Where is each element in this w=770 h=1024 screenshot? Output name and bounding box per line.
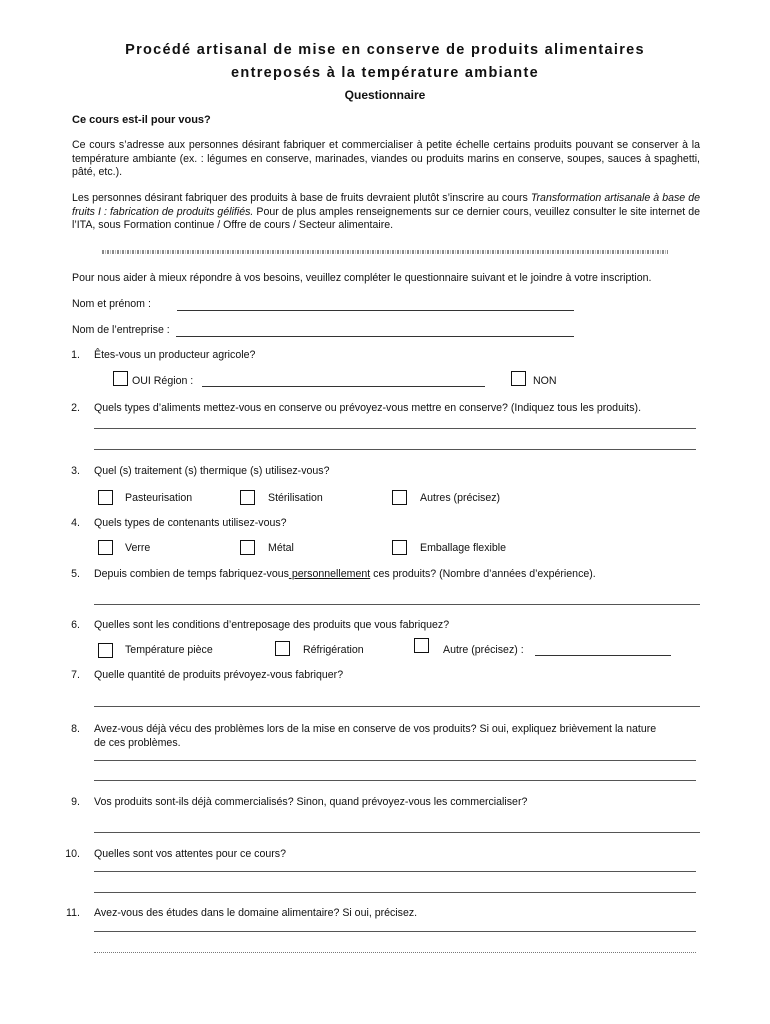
- q10-text: Quelles sont vos attentes pour ce cours?: [94, 848, 286, 860]
- q9-text: Vos produits sont-ils déjà commercialisés? Sinon, quand prévoyez-vous les commercialiser?: [94, 796, 528, 808]
- q6-autre-checkbox[interactable]: [414, 638, 429, 653]
- page-title: Procédé artisanal de mise en conserve de produits alimentaires: [125, 42, 645, 58]
- q3-autres-label: Autres (précisez): [420, 492, 501, 504]
- q9-number: 9.: [71, 796, 80, 808]
- q4-number: 4.: [71, 517, 80, 529]
- q9-answer-line[interactable]: [94, 832, 700, 833]
- q1-number: 1.: [71, 349, 80, 361]
- q6-number: 6.: [71, 619, 80, 631]
- q8-answer-line-1[interactable]: [94, 760, 696, 761]
- q4-verre-label: Verre: [125, 542, 151, 554]
- q6-autre-label: Autre (précisez) :: [443, 644, 524, 656]
- q4-text: Quels types de contenants utilisez-vous?: [94, 517, 287, 529]
- q1-non-checkbox[interactable]: [511, 371, 526, 386]
- q5-number: 5.: [71, 568, 80, 580]
- section-heading: Ce cours est-il pour vous?: [72, 114, 211, 126]
- q8-number: 8.: [71, 723, 80, 735]
- q6-refrigeration-checkbox[interactable]: [275, 641, 290, 656]
- q1-region-field[interactable]: [202, 386, 485, 387]
- company-field[interactable]: [176, 336, 574, 337]
- q5-text-b: ces produits? (Nombre d’années d’expérience).: [370, 568, 596, 580]
- q8-text-line2: de ces problèmes.: [94, 737, 181, 749]
- name-field[interactable]: [177, 310, 574, 311]
- q7-text: Quelle quantité de produits prévoyez-vous fabriquer?: [94, 669, 344, 681]
- q1-text: Êtes-vous un producteur agricole?: [94, 349, 256, 361]
- q1-non-label: NON: [533, 375, 557, 387]
- q1-oui-checkbox[interactable]: [113, 371, 128, 386]
- q7-number: 7.: [71, 669, 80, 681]
- q2-answer-line-2[interactable]: [94, 449, 696, 450]
- q6-temperature-label: Température pièce: [125, 644, 213, 656]
- q7-answer-line[interactable]: [94, 706, 700, 707]
- company-label: Nom de l’entreprise :: [72, 324, 170, 336]
- q4-verre-checkbox[interactable]: [98, 540, 113, 555]
- questionnaire-intro: Pour nous aider à mieux répondre à vos besoins, veuillez compléter le questionnaire suivant et le joindre à votre inscription.: [72, 272, 652, 284]
- q10-answer-line-1[interactable]: [94, 871, 696, 872]
- q2-text: Quels types d’aliments mettez-vous en conserve ou prévoyez-vous mettre en conserve? (Indiquez tous les produits).: [94, 402, 642, 414]
- q10-number: 10.: [65, 848, 80, 860]
- intro-paragraph-2: [72, 192, 700, 233]
- q6-temperature-checkbox[interactable]: [98, 643, 113, 658]
- q3-pasteurisation-label: Pasteurisation: [125, 492, 193, 504]
- q4-metal-checkbox[interactable]: [240, 540, 255, 555]
- para2-text-a: Les personnes désirant fabriquer des produits à base de fruits devraient plutôt s’inscrire au cours: [72, 192, 531, 204]
- q3-number: 3.: [71, 465, 80, 477]
- q11-answer-line-1[interactable]: [94, 931, 696, 932]
- para2-text-b: Pour de plus amples renseignements sur ce dernier cours, veuillez consulter le site internet de l’ITA, sous Formation continue / Offre de cours / Secteur alimentaire.: [72, 205, 700, 231]
- q1-oui-label: OUI Région :: [132, 375, 194, 387]
- q4-emballage-label: Emballage flexible: [420, 542, 506, 554]
- name-label: Nom et prénom :: [72, 298, 151, 310]
- page-subtitle: Questionnaire: [344, 88, 426, 102]
- q2-number: 2.: [71, 402, 80, 414]
- q5-text: [94, 568, 596, 580]
- q6-autre-field[interactable]: [535, 655, 671, 656]
- q3-text: Quel (s) traitement (s) thermique (s) utilisez-vous?: [94, 465, 330, 477]
- q8-text-line1: Avez-vous déjà vécu des problèmes lors de la mise en conserve de vos produits? Si oui, expliquez brièvement la nature: [94, 723, 657, 735]
- q3-autres-checkbox[interactable]: [392, 490, 407, 505]
- q3-sterilisation-label: Stérilisation: [268, 492, 323, 504]
- q8-answer-line-2[interactable]: [94, 780, 696, 781]
- q11-answer-line-2[interactable]: [94, 952, 696, 953]
- q3-sterilisation-checkbox[interactable]: [240, 490, 255, 505]
- q2-answer-line-1[interactable]: [94, 428, 696, 429]
- q11-text: Avez-vous des études dans le domaine alimentaire? Si oui, précisez.: [94, 907, 418, 919]
- q4-emballage-checkbox[interactable]: [392, 540, 407, 555]
- q3-pasteurisation-checkbox[interactable]: [98, 490, 113, 505]
- q5-text-a: Depuis combien de temps fabriquez-vous: [94, 568, 289, 580]
- page-title-line2: entreposés à la température ambiante: [231, 65, 539, 81]
- q4-metal-label: Métal: [268, 542, 294, 554]
- q5-answer-line[interactable]: [94, 604, 700, 605]
- course-name-italic: Transformation artisanale à base de fruits I : fabrication de produits gélifiés.: [72, 192, 700, 218]
- q5-text-underlined: personnellement: [288, 568, 371, 580]
- q6-text: Quelles sont les conditions d’entreposage des produits que vous fabriquez?: [94, 619, 450, 631]
- intro-paragraph-1: Ce cours s’adresse aux personnes désirant fabriquer et commercialiser à petite échelle certains produits pouvant se conserver à la température ambiante (ex. : légumes en conserve, marinades, viandes ou produits marins en conserve, soupes, sauces à spaghetti, pâté, etc.).: [72, 139, 700, 178]
- q11-number: 11.: [66, 907, 80, 919]
- q10-answer-line-2[interactable]: [94, 892, 696, 893]
- q6-refrigeration-label: Réfrigération: [303, 644, 364, 656]
- separator-line: [102, 250, 668, 254]
